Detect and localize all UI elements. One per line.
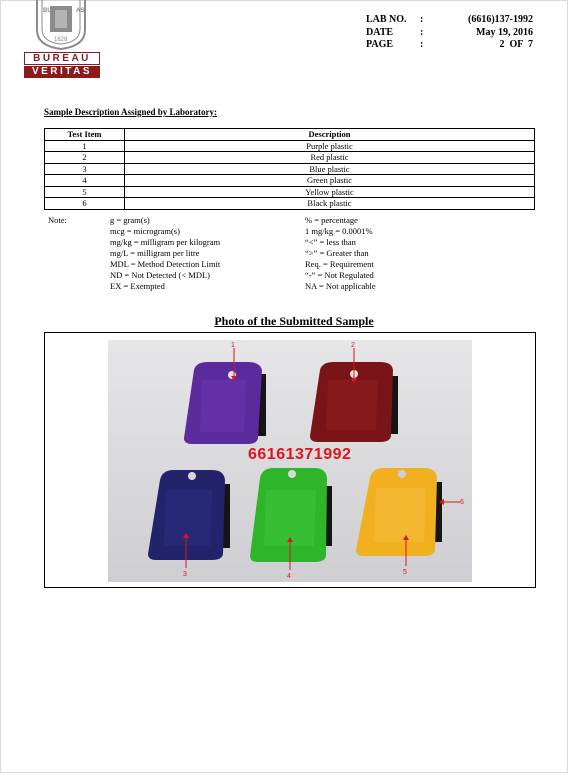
table-row bbox=[45, 175, 535, 187]
abbreviation-item: mcg = microgram(s) bbox=[110, 226, 180, 236]
test-item-cell: 5 bbox=[45, 186, 125, 198]
abbreviation-item: “>” = Greater than bbox=[305, 248, 369, 258]
bureau-veritas-logo bbox=[24, 0, 100, 80]
description-cell: Black plastic bbox=[125, 198, 535, 210]
lab-number-watermark: 66161371992 bbox=[248, 446, 352, 463]
table-row bbox=[45, 152, 535, 164]
colon: : bbox=[420, 14, 424, 25]
marker-4: 4 bbox=[287, 573, 291, 580]
description-cell: Purple plastic bbox=[125, 140, 535, 152]
abbreviation-item: Req. = Requirement bbox=[305, 259, 374, 269]
lab-no-value: (6616)137-1992 bbox=[468, 14, 533, 25]
purple-scraper bbox=[184, 362, 266, 444]
marker-6: 6 bbox=[460, 499, 464, 506]
logo-word-bureau: BUREAU bbox=[24, 52, 100, 65]
colon: : bbox=[420, 39, 424, 50]
abbreviation-item: MDL = Method Detection Limit bbox=[110, 259, 221, 269]
description-cell: Red plastic bbox=[125, 152, 535, 164]
abbreviation-item: mg/kg = milligram per kilogram bbox=[110, 237, 221, 247]
header-labels bbox=[366, 14, 407, 52]
abbreviation-item: EX = Exempted bbox=[110, 281, 165, 291]
abbreviation-item: % = percentage bbox=[305, 215, 358, 225]
marker-3: 3 bbox=[183, 571, 187, 578]
abbreviations-left bbox=[110, 215, 220, 292]
col-header-description: Description bbox=[125, 129, 535, 141]
sample-photo bbox=[108, 340, 472, 582]
test-item-cell: 2 bbox=[45, 152, 125, 164]
table-row bbox=[45, 163, 535, 175]
abbreviations-right bbox=[305, 215, 376, 292]
green-scraper bbox=[250, 468, 332, 562]
abbreviation-item: “-” = Not Regulated bbox=[305, 270, 374, 280]
abbreviation-item: g = gram(s) bbox=[110, 215, 150, 225]
table-header-row bbox=[45, 129, 535, 141]
header-colons bbox=[420, 14, 423, 52]
abbreviation-item: NA = Not applicable bbox=[305, 281, 376, 291]
seal-icon bbox=[33, 0, 89, 50]
test-item-cell: 1 bbox=[45, 140, 125, 152]
description-cell: Green plastic bbox=[125, 175, 535, 187]
table-row bbox=[45, 140, 535, 152]
abbreviation-item: ND = Not Detected (< MDL) bbox=[110, 270, 210, 280]
section-title: Sample Description Assigned by Laboratory: bbox=[44, 107, 218, 117]
photo-title: Photo of the Submitted Sample bbox=[214, 314, 374, 328]
page-label: PAGE bbox=[366, 39, 394, 50]
svg-text:1828: 1828 bbox=[54, 37, 68, 43]
svg-text:BU: BU bbox=[43, 8, 52, 14]
note-label: Note: bbox=[48, 215, 67, 225]
header-values bbox=[440, 14, 533, 52]
date-value: May 19, 2016 bbox=[476, 26, 533, 38]
page-value: 2 OF 7 bbox=[499, 39, 533, 50]
table-row bbox=[45, 186, 535, 198]
description-cell: Yellow plastic bbox=[125, 186, 535, 198]
abbreviation-item: mg/L = milligram per litre bbox=[110, 248, 200, 258]
logo-word-veritas: VERITAS bbox=[24, 66, 100, 78]
svg-text:AS: AS bbox=[76, 8, 85, 14]
abbreviation-item: 1 mg/kg = 0.0001% bbox=[305, 226, 373, 236]
yellow-scraper bbox=[356, 468, 442, 556]
marker-1: 1 bbox=[231, 342, 235, 349]
date-label: DATE bbox=[366, 26, 394, 38]
lab-no-label: LAB NO. bbox=[366, 14, 407, 25]
col-header-test-item: Test Item bbox=[45, 129, 125, 141]
colon: : bbox=[420, 26, 424, 38]
blue-scraper bbox=[148, 470, 230, 560]
sample-description-table bbox=[44, 128, 535, 210]
test-item-cell: 3 bbox=[45, 163, 125, 175]
marker-2: 2 bbox=[351, 342, 355, 349]
test-item-cell: 4 bbox=[45, 175, 125, 187]
marker-5: 5 bbox=[403, 569, 407, 576]
description-cell: Blue plastic bbox=[125, 163, 535, 175]
test-item-cell: 6 bbox=[45, 198, 125, 210]
abbreviation-item: “<” = less than bbox=[305, 237, 356, 247]
table-row bbox=[45, 198, 535, 210]
